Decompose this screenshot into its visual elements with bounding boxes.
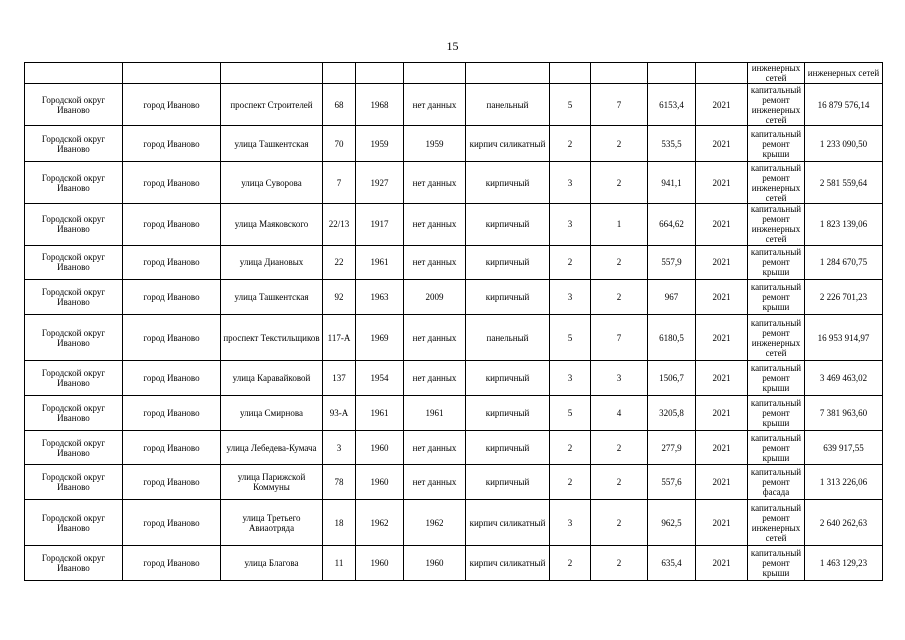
cell-municipality: Городской округ Иваново [25, 203, 123, 245]
cell-wall-material: кирпичный [466, 245, 550, 279]
cell-house-number: 22/13 [323, 203, 356, 245]
cell-house-number: 78 [323, 465, 356, 500]
cell-cost: 3 469 463,02 [805, 361, 883, 396]
cell-plan-year: 2021 [696, 203, 748, 245]
cell-area: 967 [648, 279, 696, 315]
cell-build-year: 1962 [356, 500, 404, 546]
cell-cost: 16 879 576,14 [805, 84, 883, 126]
cell-area: 635,4 [648, 546, 696, 581]
cell-plan-year: 2021 [696, 279, 748, 315]
cell-work-type: капитальный ремонт крыши [748, 361, 805, 396]
cell-house-number: 92 [323, 279, 356, 315]
table-row [25, 500, 883, 546]
cell-floors: 5 [550, 84, 591, 126]
cell-area: 557,6 [648, 465, 696, 500]
cell-build-year [356, 63, 404, 84]
cell-plan-year: 2021 [696, 500, 748, 546]
cell-floors: 3 [550, 203, 591, 245]
cell-area: 3205,8 [648, 395, 696, 430]
cell-cost: инженерных сетей [805, 63, 883, 84]
cell-area: 962,5 [648, 500, 696, 546]
cell-build-year: 1927 [356, 162, 404, 204]
cell-settlement: город Иваново [123, 245, 221, 279]
cell-work-type: капитальный ремонт крыши [748, 395, 805, 430]
cell-last-repair-year: 1961 [404, 395, 466, 430]
cell-wall-material: кирпичный [466, 465, 550, 500]
cell-build-year: 1960 [356, 465, 404, 500]
cell-last-repair-year: 2009 [404, 279, 466, 315]
cell-cost: 7 381 963,60 [805, 395, 883, 430]
cell-plan-year: 2021 [696, 430, 748, 465]
cell-build-year: 1969 [356, 315, 404, 361]
cell-plan-year: 2021 [696, 546, 748, 581]
cell-wall-material: кирпичный [466, 430, 550, 465]
cell-cost: 2 581 559,64 [805, 162, 883, 204]
cell-cost: 2 640 262,63 [805, 500, 883, 546]
cell-floors: 2 [550, 546, 591, 581]
cell-floors: 3 [550, 162, 591, 204]
cell-wall-material: кирпичный [466, 279, 550, 315]
cell-build-year: 1917 [356, 203, 404, 245]
cell-wall-material: кирпичный [466, 203, 550, 245]
cell-house-number: 11 [323, 546, 356, 581]
cell-municipality: Городской округ Иваново [25, 315, 123, 361]
cell-street: улица Маяковского [221, 203, 323, 245]
cell-plan-year: 2021 [696, 245, 748, 279]
cell-entrances: 7 [591, 315, 648, 361]
cell-area: 664,62 [648, 203, 696, 245]
cell-work-type: капитальный ремонт инженерных сетей [748, 162, 805, 204]
cell-floors: 3 [550, 279, 591, 315]
cell-wall-material: кирпичный [466, 395, 550, 430]
cell-house-number: 3 [323, 430, 356, 465]
cell-municipality: Городской округ Иваново [25, 361, 123, 396]
cell-cost: 2 226 701,23 [805, 279, 883, 315]
cell-area: 941,1 [648, 162, 696, 204]
cell-build-year: 1963 [356, 279, 404, 315]
cell-street: улица Ташкентская [221, 279, 323, 315]
cell-entrances: 2 [591, 465, 648, 500]
cell-municipality: Городской округ Иваново [25, 465, 123, 500]
table-row [25, 546, 883, 581]
cell-work-type: капитальный ремонт крыши [748, 430, 805, 465]
cell-build-year: 1959 [356, 126, 404, 162]
cell-wall-material: кирпичный [466, 162, 550, 204]
cell-house-number: 22 [323, 245, 356, 279]
cell-area: 557,9 [648, 245, 696, 279]
cell-work-type: капитальный ремонт инженерных сетей [748, 84, 805, 126]
cell-work-type: инженерных сетей [748, 63, 805, 84]
cell-street: улица Парижской Коммуны [221, 465, 323, 500]
cell-area: 535,5 [648, 126, 696, 162]
cell-settlement: город Иваново [123, 465, 221, 500]
cell-cost: 1 233 090,50 [805, 126, 883, 162]
cell-house-number: 117-А [323, 315, 356, 361]
cell-entrances: 2 [591, 245, 648, 279]
cell-municipality: Городской округ Иваново [25, 162, 123, 204]
cell-house-number: 18 [323, 500, 356, 546]
cell-floors: 3 [550, 500, 591, 546]
cell-street: улица Диановых [221, 245, 323, 279]
cell-house-number [323, 63, 356, 84]
cell-work-type: капитальный ремонт крыши [748, 245, 805, 279]
cell-settlement: город Иваново [123, 546, 221, 581]
cell-wall-material: кирпич силикатный [466, 126, 550, 162]
cell-plan-year: 2021 [696, 84, 748, 126]
cell-last-repair-year: 1959 [404, 126, 466, 162]
cell-plan-year: 2021 [696, 162, 748, 204]
cell-municipality: Городской округ Иваново [25, 430, 123, 465]
cell-street: улица Ташкентская [221, 126, 323, 162]
cell-last-repair-year: 1960 [404, 546, 466, 581]
table-row [25, 430, 883, 465]
cell-municipality: Городской округ Иваново [25, 546, 123, 581]
table-row [25, 315, 883, 361]
cell-build-year: 1954 [356, 361, 404, 396]
cell-entrances: 7 [591, 84, 648, 126]
cell-build-year: 1960 [356, 546, 404, 581]
cell-work-type: капитальный ремонт инженерных сетей [748, 203, 805, 245]
table-row [25, 245, 883, 279]
cell-floors: 2 [550, 465, 591, 500]
table-row [25, 203, 883, 245]
cell-build-year: 1968 [356, 84, 404, 126]
table-row [25, 465, 883, 500]
cell-floors: 3 [550, 361, 591, 396]
cell-street: улица Суворова [221, 162, 323, 204]
cell-wall-material: кирпич силикатный [466, 546, 550, 581]
cell-floors: 5 [550, 315, 591, 361]
table-row [25, 126, 883, 162]
cell-entrances: 2 [591, 430, 648, 465]
cell-settlement: город Иваново [123, 361, 221, 396]
table-row [25, 361, 883, 396]
cell-entrances [591, 63, 648, 84]
cell-wall-material: кирпичный [466, 361, 550, 396]
cell-last-repair-year: нет данных [404, 245, 466, 279]
cell-plan-year: 2021 [696, 361, 748, 396]
cell-plan-year: 2021 [696, 395, 748, 430]
cell-area: 1506,7 [648, 361, 696, 396]
page-number: 15 [446, 39, 459, 53]
cell-settlement: город Иваново [123, 430, 221, 465]
cell-cost: 1 313 226,06 [805, 465, 883, 500]
cell-cost: 16 953 914,97 [805, 315, 883, 361]
cell-entrances: 2 [591, 546, 648, 581]
cell-municipality: Городской округ Иваново [25, 126, 123, 162]
table-row [25, 395, 883, 430]
cell-municipality: Городской округ Иваново [25, 500, 123, 546]
cell-entrances: 4 [591, 395, 648, 430]
cell-street: проспект Текстильщиков [221, 315, 323, 361]
cell-settlement: город Иваново [123, 84, 221, 126]
cell-floors: 2 [550, 245, 591, 279]
cell-settlement [123, 63, 221, 84]
cell-work-type: капитальный ремонт инженерных сетей [748, 500, 805, 546]
cell-last-repair-year: нет данных [404, 465, 466, 500]
cell-wall-material [466, 63, 550, 84]
cell-build-year: 1961 [356, 395, 404, 430]
cell-last-repair-year: нет данных [404, 361, 466, 396]
cell-settlement: город Иваново [123, 500, 221, 546]
cell-floors: 2 [550, 126, 591, 162]
cell-entrances: 2 [591, 126, 648, 162]
cell-street: проспект Строителей [221, 84, 323, 126]
cell-wall-material: панельный [466, 315, 550, 361]
cell-street: улица Благова [221, 546, 323, 581]
cell-area: 6180,5 [648, 315, 696, 361]
cell-work-type: капитальный ремонт крыши [748, 126, 805, 162]
cell-entrances: 1 [591, 203, 648, 245]
cell-street: улица Лебедева-Кумача [221, 430, 323, 465]
cell-last-repair-year: нет данных [404, 162, 466, 204]
table-row [25, 162, 883, 204]
cell-settlement: город Иваново [123, 315, 221, 361]
cell-plan-year [696, 63, 748, 84]
cell-entrances: 2 [591, 279, 648, 315]
cell-house-number: 68 [323, 84, 356, 126]
table-body [25, 63, 883, 581]
cell-entrances: 2 [591, 162, 648, 204]
cell-street: улица Смирнова [221, 395, 323, 430]
cell-settlement: город Иваново [123, 126, 221, 162]
cell-area [648, 63, 696, 84]
cell-settlement: город Иваново [123, 279, 221, 315]
cell-house-number: 70 [323, 126, 356, 162]
cell-municipality [25, 63, 123, 84]
cell-work-type: капитальный ремонт крыши [748, 546, 805, 581]
cell-entrances: 3 [591, 361, 648, 396]
cell-settlement: город Иваново [123, 203, 221, 245]
cell-settlement: город Иваново [123, 162, 221, 204]
cell-cost: 639 917,55 [805, 430, 883, 465]
cell-cost: 1 284 670,75 [805, 245, 883, 279]
cell-plan-year: 2021 [696, 126, 748, 162]
cell-house-number: 93-А [323, 395, 356, 430]
cell-street: улица Каравайковой [221, 361, 323, 396]
cell-last-repair-year: нет данных [404, 84, 466, 126]
cell-municipality: Городской округ Иваново [25, 395, 123, 430]
cell-street [221, 63, 323, 84]
housing-repair-table [24, 62, 883, 581]
cell-area: 277,9 [648, 430, 696, 465]
cell-floors [550, 63, 591, 84]
cell-work-type: капитальный ремонт инженерных сетей [748, 315, 805, 361]
cell-last-repair-year: 1962 [404, 500, 466, 546]
cell-settlement: город Иваново [123, 395, 221, 430]
cell-work-type: капитальный ремонт фасада [748, 465, 805, 500]
cell-house-number: 7 [323, 162, 356, 204]
table-row [25, 84, 883, 126]
cell-last-repair-year: нет данных [404, 203, 466, 245]
cell-entrances: 2 [591, 500, 648, 546]
cell-municipality: Городской округ Иваново [25, 245, 123, 279]
cell-work-type: капитальный ремонт крыши [748, 279, 805, 315]
cell-cost: 1 823 139,06 [805, 203, 883, 245]
cell-floors: 2 [550, 430, 591, 465]
cell-cost: 1 463 129,23 [805, 546, 883, 581]
cell-build-year: 1960 [356, 430, 404, 465]
cell-municipality: Городской округ Иваново [25, 84, 123, 126]
cell-last-repair-year [404, 63, 466, 84]
cell-build-year: 1961 [356, 245, 404, 279]
cell-house-number: 137 [323, 361, 356, 396]
table-row [25, 279, 883, 315]
cell-street: улица Третьего Авиаотряда [221, 500, 323, 546]
cell-plan-year: 2021 [696, 315, 748, 361]
cell-wall-material: кирпич силикатный [466, 500, 550, 546]
cell-floors: 5 [550, 395, 591, 430]
cell-municipality: Городской округ Иваново [25, 279, 123, 315]
cell-last-repair-year: нет данных [404, 315, 466, 361]
cell-plan-year: 2021 [696, 465, 748, 500]
cell-last-repair-year: нет данных [404, 430, 466, 465]
cell-area: 6153,4 [648, 84, 696, 126]
table-row [25, 63, 883, 84]
cell-wall-material: панельный [466, 84, 550, 126]
